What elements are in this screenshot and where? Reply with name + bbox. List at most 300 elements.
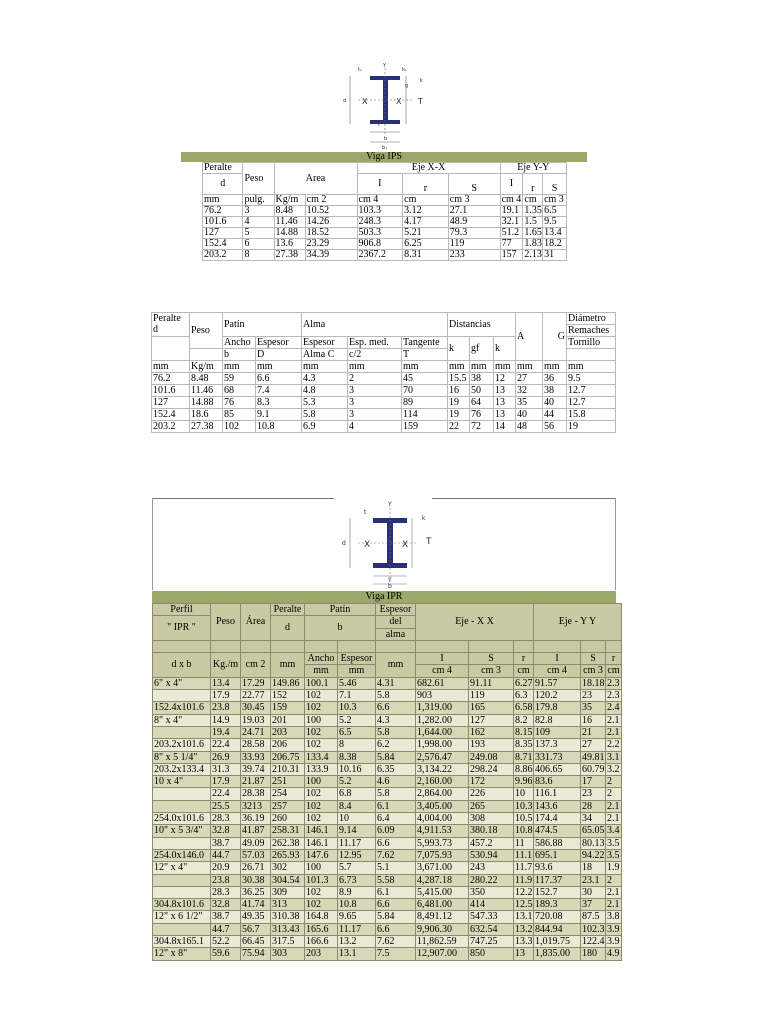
table-cell: 280.22 (469, 874, 514, 886)
table-cell: 77 (500, 239, 523, 250)
table-row (153, 702, 622, 714)
table-cell: 5.84 (376, 751, 416, 763)
table-cell: 9.1 (256, 409, 302, 421)
table-cell: 4.3 (376, 714, 416, 726)
table-cell: 101.3 (305, 874, 338, 886)
table-cell: 9.14 (338, 825, 376, 837)
dims-hdr-blank (152, 337, 190, 361)
table-cell: 3,405.00 (416, 800, 469, 812)
table-row (153, 862, 622, 874)
table-cell: 59.6 (211, 948, 241, 960)
table-cell: 2.3 (607, 677, 620, 689)
table-cell: 12 (494, 373, 516, 385)
table-cell (153, 800, 211, 812)
ips-hdr-i2: I (500, 174, 523, 195)
table-cell: 48 (516, 421, 543, 433)
ips-hdr-eje-xx: Eje X-X (357, 163, 500, 174)
dims-hdr-espesor: Espesor (256, 337, 302, 349)
table-cell: 15.8 (567, 409, 616, 421)
table-cell: 36 (543, 373, 567, 385)
table-cell: 2.3 (607, 690, 620, 702)
table-cell: 1,282.00 (416, 714, 469, 726)
table-cell: 2.1 (607, 886, 620, 898)
table-cell: 13.3 (515, 936, 533, 948)
table-row (153, 874, 622, 886)
table-row (153, 849, 622, 861)
ips-section-diagram (340, 62, 430, 150)
table-cell: 11.17 (338, 837, 376, 849)
table-cell (153, 837, 211, 849)
table-cell: 162 (469, 726, 514, 738)
ipr-frame-line (152, 498, 334, 499)
ips-diagram-t: t (378, 122, 380, 128)
table-cell: 210.31 (271, 763, 305, 775)
table-cell: 38.7 (211, 837, 241, 849)
table-cell: 6.5 (338, 726, 376, 738)
table-cell: 120.2 (534, 690, 581, 702)
table-cell: 530.94 (469, 849, 514, 861)
table-cell: 6.6 (376, 702, 416, 714)
table-cell: 66.45 (241, 936, 271, 948)
ipr-hdr-kgm: Kg./m (211, 653, 241, 678)
table-cell: 101.6 (152, 385, 190, 397)
table-cell: 91.57 (534, 677, 581, 689)
table-cell: 34 (581, 813, 606, 825)
table-cell: 65.05 (582, 825, 605, 837)
dims-hdr-c2: c/2 (348, 349, 402, 361)
table-cell: 308 (469, 813, 514, 825)
ipr-hdr-mm: mm (271, 653, 305, 678)
table-cell: 143.6 (534, 800, 581, 812)
table-cell: 3.12 (403, 206, 449, 217)
table-cell: 5.8 (376, 788, 416, 800)
table-cell: 3.2 (607, 763, 620, 775)
table-cell: 101.6 (203, 217, 243, 228)
dims-hdr-peralte (152, 313, 190, 337)
table-cell: 4.6 (376, 776, 416, 788)
unit-cell: mm (302, 361, 348, 373)
table-row (153, 837, 622, 849)
table-cell: 17.9 (211, 690, 241, 702)
table-cell: 152.4x101.6 (153, 702, 211, 714)
table-cell: 11.9 (515, 874, 533, 886)
table-cell: 4,004.00 (416, 813, 469, 825)
table-cell: 5,415.00 (416, 886, 469, 898)
table-cell: 11.46 (274, 217, 305, 228)
table-cell: 4.8 (302, 385, 348, 397)
table-cell: 70 (402, 385, 448, 397)
table-cell: 13.1 (515, 911, 533, 923)
unit-cell: pulg. (243, 195, 274, 206)
table-cell (153, 690, 211, 702)
table-cell: 19.4 (211, 726, 241, 738)
table-cell: 114 (402, 409, 448, 421)
table-cell: 40 (543, 397, 567, 409)
table-cell: 10.3 (338, 702, 376, 714)
table-row (203, 239, 567, 250)
ipr-hdr-spacer (606, 640, 622, 652)
table-cell: 1.5 (523, 217, 543, 228)
table-cell: 2.1 (607, 726, 620, 738)
ips-hdr-s: S (448, 174, 500, 195)
table-cell: 6.9 (302, 421, 348, 433)
table-cell: 13 (494, 385, 516, 397)
ipr-hdr-dxb: d x b (153, 653, 211, 678)
table-cell: 6,481.00 (416, 899, 469, 911)
table-cell: 33.93 (241, 751, 271, 763)
ipr-hdr-del: del (376, 616, 416, 628)
table-cell: 7.5 (376, 948, 416, 960)
table-cell: 28.38 (241, 788, 271, 800)
table-cell: 193 (469, 739, 514, 751)
table-cell: 350 (469, 886, 514, 898)
table-cell: 586.88 (534, 837, 581, 849)
table-cell: 52.2 (211, 936, 241, 948)
table-cell: 6.25 (403, 239, 449, 250)
table-cell: 2.2 (607, 739, 620, 751)
unit-cell: mm (567, 361, 616, 373)
table-cell: 10.8 (338, 899, 376, 911)
table-cell: 76 (470, 409, 494, 421)
table-cell: 18.52 (305, 228, 357, 239)
table-cell: 21.87 (241, 776, 271, 788)
table-cell: 100 (305, 714, 338, 726)
table-cell: 149.86 (271, 677, 305, 689)
table-cell: 5.46 (338, 677, 376, 689)
table-cell: 406.65 (534, 763, 581, 775)
table-cell: 24.71 (241, 726, 271, 738)
ips-diagram-b: b (384, 136, 388, 142)
table-cell: 11.46 (190, 385, 223, 397)
ips-title: Viga IPS (366, 151, 402, 162)
dims-hdr-g: G (543, 313, 567, 361)
table-cell: 39.74 (241, 763, 271, 775)
dims-hdr-d: d (153, 324, 158, 335)
table-cell: 8.86 (515, 763, 533, 775)
table-cell: 6.58 (515, 702, 533, 714)
table-cell (153, 726, 211, 738)
ipr-hdr-cm3b: cm 3 (581, 665, 606, 677)
table-row (153, 948, 622, 960)
table-cell: 164.8 (305, 911, 338, 923)
table-cell: 27.38 (274, 250, 305, 261)
table-cell: 2,576.47 (416, 751, 469, 763)
table-cell: 5.8 (302, 409, 348, 421)
table-cell: 19.1 (500, 206, 523, 217)
table-cell: 28.3 (211, 886, 241, 898)
table-cell: 2,864.00 (416, 788, 469, 800)
table-cell: 32.1 (500, 217, 523, 228)
table-cell: 50 (470, 385, 494, 397)
table-cell: 414 (469, 899, 514, 911)
dims-hdr-peso: Peso (190, 313, 223, 349)
ipr-diagram-d: d (342, 540, 346, 547)
table-cell: 547.33 (469, 911, 514, 923)
table-cell: 45 (402, 373, 448, 385)
ipr-hdr-espesor2: Espesor (338, 653, 376, 665)
table-cell: 254 (271, 788, 305, 800)
table-cell: 747.25 (469, 936, 514, 948)
table-cell: 16 (448, 385, 470, 397)
table-row (153, 763, 622, 775)
ipr-hdr-alma: alma (376, 628, 416, 640)
table-cell: 304.54 (271, 874, 305, 886)
ipr-diagram-x-right: X (402, 540, 409, 550)
table-cell: 6.5 (543, 206, 567, 217)
table-cell: 12,907.00 (416, 948, 469, 960)
table-row (153, 923, 622, 935)
table-row (153, 911, 622, 923)
ips-hdr-peso: Peso (243, 163, 274, 195)
ipr-hdr-cmb: cm (607, 665, 620, 677)
ipr-hdr-ancho: Ancho (305, 653, 338, 665)
table-cell: 102 (305, 886, 338, 898)
table-cell: 12" x 6 1/2" (153, 911, 211, 923)
table-cell: 152.4 (152, 409, 190, 421)
ipr-hdr-i: I (416, 653, 469, 665)
table-cell: 22.77 (241, 690, 271, 702)
ipr-hdr-d: d (271, 616, 305, 641)
table-cell: 3 (348, 397, 402, 409)
table-cell: 302 (271, 862, 305, 874)
table-cell: 28 (581, 800, 606, 812)
table-cell: 1,319.00 (416, 702, 469, 714)
dims-hdr-k2: k (494, 337, 516, 361)
table-cell: 57.03 (241, 849, 271, 861)
table-cell: 40 (516, 409, 543, 421)
table-row (153, 886, 622, 898)
table-cell: 17.9 (211, 776, 241, 788)
table-cell: 21 (581, 726, 606, 738)
ipr-table-body (153, 677, 622, 960)
table-cell: 313.43 (271, 923, 305, 935)
ips-diagram-x-right: X (396, 97, 402, 106)
ips-diagram-k1: k₁ (402, 67, 407, 73)
ipr-diagram-thickness: t (364, 509, 367, 516)
table-cell: 31.3 (211, 763, 241, 775)
unit-cell: cm (403, 195, 449, 206)
table-cell: 260 (271, 813, 305, 825)
table-cell: 14.9 (211, 714, 241, 726)
table-cell: 28.3 (211, 813, 241, 825)
ips-units-row (203, 195, 567, 206)
table-cell: 22 (448, 421, 470, 433)
unit-cell: Kg/m (274, 195, 305, 206)
table-cell: 127 (152, 397, 190, 409)
table-cell: 2.1 (607, 714, 620, 726)
table-cell: 102.3 (582, 923, 605, 935)
table-cell: 13.6 (274, 239, 305, 250)
dims-hdr-remaches: Remaches (567, 325, 616, 337)
table-cell (153, 874, 211, 886)
table-cell: 94.22 (582, 849, 605, 861)
unit-cell: mm (516, 361, 543, 373)
ipr-hdr-s: S (469, 653, 514, 665)
ipr-hdr-spacer (376, 640, 416, 652)
table-cell: 3.5 (607, 849, 620, 861)
table-cell: 109 (534, 726, 581, 738)
ipr-hdr-r2: r (606, 653, 622, 665)
table-cell: 474.5 (534, 825, 581, 837)
table-cell: 102 (223, 421, 256, 433)
table-cell: 720.08 (534, 911, 581, 923)
table-cell: 18.6 (190, 409, 223, 421)
table-cell: 201 (271, 714, 305, 726)
table-cell: 102 (305, 690, 338, 702)
table-cell: 5.8 (376, 690, 416, 702)
ips-diagram-t: T (418, 97, 423, 106)
table-cell: 257 (271, 800, 305, 812)
ips-hdr-area: Area (274, 163, 357, 195)
table-cell: 11.1 (515, 849, 533, 861)
table-cell: 44.7 (211, 923, 241, 935)
table-cell (153, 788, 211, 800)
ips-hdr-eje-yy: Eje Y-Y (500, 163, 566, 174)
table-row (153, 776, 622, 788)
table-cell: 100 (305, 862, 338, 874)
table-cell: 10.16 (338, 763, 376, 775)
table-cell: 2 (606, 776, 622, 788)
table-cell: 51.2 (500, 228, 523, 239)
table-row (152, 397, 616, 409)
table-cell: 2367.2 (357, 250, 403, 261)
table-cell: 303 (271, 948, 305, 960)
table-cell: 6.73 (338, 874, 376, 886)
table-cell: 310.38 (271, 911, 305, 923)
ipr-hdr-i2: I (534, 653, 581, 665)
dims-hdr-ancho: Ancho (223, 337, 256, 349)
dims-units-row (152, 361, 616, 373)
table-cell: 3 (243, 206, 274, 217)
ipr-hdr-mm-b: mm (338, 665, 376, 677)
table-cell: 44 (543, 409, 567, 421)
table-cell: 20.9 (211, 862, 241, 874)
table-cell: 5.7 (338, 862, 376, 874)
table-cell: 85 (223, 409, 256, 421)
table-cell: 48.9 (448, 217, 500, 228)
dims-hdr-distancias: Distancias (448, 313, 516, 337)
table-cell: 317.5 (271, 936, 305, 948)
table-cell: 4,911.53 (416, 825, 469, 837)
table-cell: 64 (470, 397, 494, 409)
table-cell: 102 (305, 899, 338, 911)
table-cell: 1,835.00 (534, 948, 581, 960)
table-cell: 56.7 (241, 923, 271, 935)
table-cell: 4.31 (376, 677, 416, 689)
table-cell: 152.4 (203, 239, 243, 250)
table-cell: 41.74 (241, 899, 271, 911)
table-cell: 5,993.73 (416, 837, 469, 849)
table-cell: 23 (581, 788, 606, 800)
table-cell: 76.2 (152, 373, 190, 385)
table-cell: 76.2 (203, 206, 243, 217)
table-cell: 1.9 (607, 862, 620, 874)
ipr-hdr-peralte: Peralte (271, 604, 305, 616)
table-cell: 8" x 4" (153, 714, 211, 726)
table-cell: 9.65 (338, 911, 376, 923)
table-cell: 4 (243, 217, 274, 228)
table-cell: 19 (448, 397, 470, 409)
table-cell: 3 (348, 385, 402, 397)
table-cell: 2 (348, 373, 402, 385)
dims-hdr-diametro: Diámetro (567, 313, 616, 325)
table-cell: 5.58 (376, 874, 416, 886)
table-cell: 17 (581, 776, 606, 788)
table-row (153, 677, 622, 689)
table-cell: 152 (271, 690, 305, 702)
ipr-title: Viga IPR (365, 591, 403, 602)
table-cell: 15.5 (448, 373, 470, 385)
table-cell: 23 (581, 690, 606, 702)
table-cell: 76 (223, 397, 256, 409)
table-row (153, 936, 622, 948)
table-cell: 6.8 (338, 788, 376, 800)
unit-cell: mm (203, 195, 243, 206)
table-cell: 203 (305, 948, 338, 960)
table-cell: 3.9 (607, 936, 620, 948)
table-row (152, 409, 616, 421)
table-row (153, 899, 622, 911)
table-cell: 16 (581, 714, 606, 726)
table-cell: 49.81 (582, 751, 605, 763)
ipr-hdr-cm3: cm 3 (469, 665, 514, 677)
table-cell: 102 (305, 726, 338, 738)
table-cell: 6.09 (376, 825, 416, 837)
table-row (153, 800, 622, 812)
table-cell: 4.3 (302, 373, 348, 385)
table-cell: 133.4 (305, 751, 338, 763)
unit-cell: cm 4 (501, 194, 522, 205)
table-cell: 11,862.59 (416, 936, 469, 948)
unit-cell: mm (348, 361, 402, 373)
dims-hdr-d2: D (256, 349, 302, 361)
table-cell: 32.8 (211, 825, 241, 837)
table-cell: 8.38 (338, 751, 376, 763)
table-cell: 203.2 (203, 250, 243, 261)
table-cell: 5.21 (403, 228, 449, 239)
table-cell: 22.4 (211, 788, 241, 800)
table-cell: 127 (469, 714, 514, 726)
table-cell: 23.8 (211, 874, 241, 886)
table-cell: 8.4 (338, 800, 376, 812)
table-cell: 23.1 (581, 874, 606, 886)
table-cell: 1.83 (524, 238, 542, 249)
table-cell: 14 (494, 421, 516, 433)
table-cell: 5.3 (302, 397, 348, 409)
unit-cell: mm (543, 361, 567, 373)
table-cell: 103.3 (357, 206, 403, 217)
table-cell: 12" x 8" (153, 948, 211, 960)
table-cell: 32 (516, 385, 543, 397)
table-cell: 93.6 (534, 862, 581, 874)
table-cell: 7.62 (376, 936, 416, 948)
table-cell: 254.0x101.6 (153, 813, 211, 825)
ipr-frame-line (615, 498, 616, 590)
table-cell: 172 (469, 776, 514, 788)
table-cell: 6.35 (376, 763, 416, 775)
ipr-hdr-spacer (241, 640, 271, 652)
table-cell: 4.17 (403, 217, 449, 228)
table-cell: 27.38 (190, 421, 223, 433)
table-cell: 3.8 (607, 911, 620, 923)
table-cell: 5.84 (376, 911, 416, 923)
table-cell: 13 (494, 397, 516, 409)
ipr-hdr-spacer (211, 640, 241, 652)
table-cell (153, 886, 211, 898)
table-cell: 203.2x133.4 (153, 763, 211, 775)
ips-hdr-r: r (403, 174, 449, 195)
table-cell: 8,491.12 (416, 911, 469, 923)
